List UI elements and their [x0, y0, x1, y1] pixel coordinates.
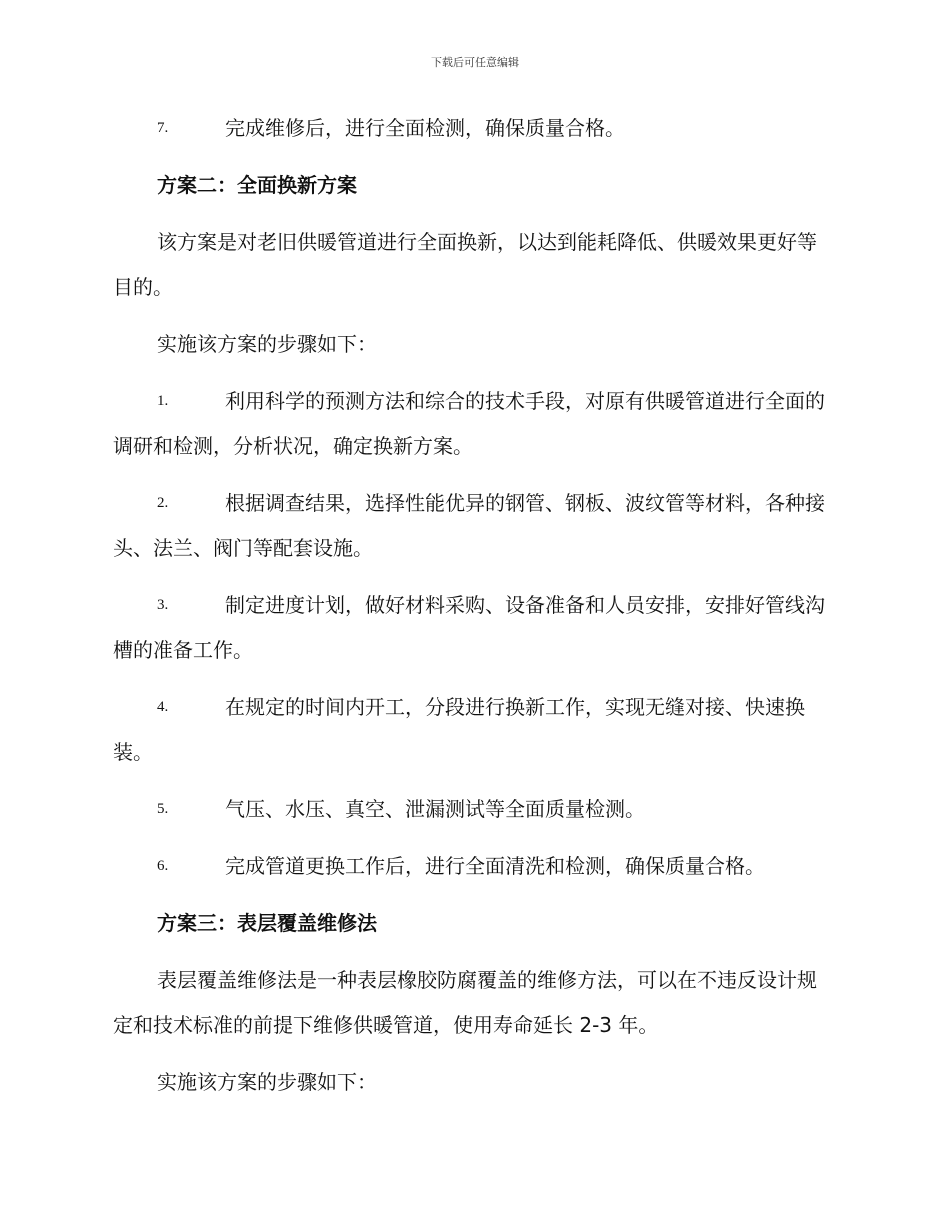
list-item-number: 1.	[157, 393, 169, 409]
list-item-number: 5.	[157, 801, 169, 817]
list-item-text: 完成管道更换工作后，进行全面清洗和检测，确保质量合格。	[225, 854, 765, 878]
list-item-number: 4.	[157, 699, 169, 715]
list-item	[113, 481, 835, 571]
list-item-text: 根据调查结果，选择性能优异的钢管、钢板、波纹管等材料，各种接头、法兰、阀门等配套设施。	[113, 491, 825, 560]
paragraph-plan2-desc: 该方案是对老旧供暖管道进行全面换新，以达到能耗降低、供暖效果更好等目的。	[113, 230, 817, 299]
list-item	[113, 106, 835, 151]
paragraph-plan2-steps-intro: 实施该方案的步骤如下：	[157, 332, 377, 356]
list-item-number: 3.	[157, 597, 169, 613]
list-item	[113, 379, 835, 469]
list-item-text: 气压、水压、真空、泄漏测试等全面质量检测。	[225, 797, 645, 821]
list-item	[113, 583, 835, 673]
list-item	[113, 844, 835, 889]
list-item-text: 制定进度计划，做好材料采购、设备准备和人员安排，安排好管线沟槽的准备工作。	[113, 593, 825, 662]
section-heading-plan3: 方案三：表层覆盖维修法	[157, 911, 377, 935]
paragraph-plan3-desc: 表层覆盖维修法是一种表层橡胶防腐覆盖的维修方法，可以在不违反设计规定和技术标准的前提下维修供暖管道，使用寿命延长 2-3 年。	[113, 968, 817, 1037]
list-item-number: 2.	[157, 495, 169, 511]
document-body	[113, 106, 835, 1105]
page-header-note: 下载后可任意编辑	[431, 56, 519, 69]
list-item-text: 在规定的时间内开工，分段进行换新工作，实现无缝对接、快速换装。	[113, 695, 805, 764]
list-item-number: 7.	[157, 120, 169, 136]
list-item	[113, 685, 835, 775]
list-item-text: 利用科学的预测方法和综合的技术手段，对原有供暖管道进行全面的调研和检测，分析状况，确定换新方案。	[113, 389, 825, 458]
paragraph-plan3-steps-intro: 实施该方案的步骤如下：	[157, 1070, 377, 1094]
section-heading-plan2: 方案二：全面换新方案	[157, 173, 357, 197]
list-item-number: 6.	[157, 858, 169, 874]
list-item	[113, 787, 835, 832]
list-item-text: 完成维修后，进行全面检测，确保质量合格。	[225, 116, 625, 140]
